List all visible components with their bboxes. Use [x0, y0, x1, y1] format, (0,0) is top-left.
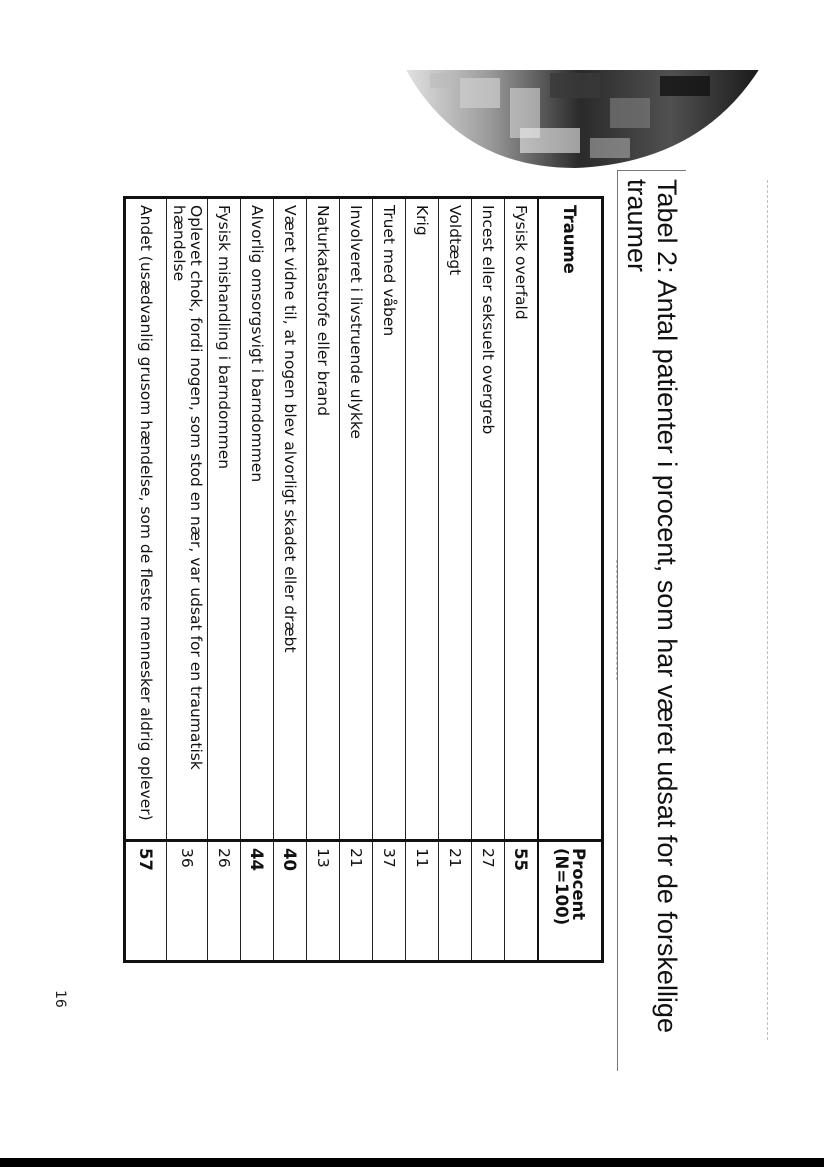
- table-header-row: [538, 198, 603, 962]
- table-title: Tabel 2: Antal patienter i procent, som har været udsat for de forskellige traumer: [622, 179, 682, 1033]
- trauma-percent: 26: [208, 841, 241, 962]
- trauma-percent: 57: [125, 841, 167, 962]
- table-row: [439, 198, 472, 962]
- trauma-label: Incest eller seksuelt overgreb: [472, 198, 505, 841]
- table-row: [340, 198, 373, 962]
- table-row: [274, 198, 307, 962]
- header-percent: Procent (N=100): [538, 841, 603, 962]
- table-row: [472, 198, 505, 962]
- trauma-label: Andet (usædvanlig grusom hændelse, som de fleste mennesker aldrig oplever): [125, 198, 167, 841]
- trauma-label: Voldtægt: [439, 198, 472, 841]
- table-row: [406, 198, 439, 962]
- trauma-percent: 11: [406, 841, 439, 962]
- title-box: [617, 170, 686, 1071]
- table-row: [505, 198, 539, 962]
- trauma-label: Krig: [406, 198, 439, 841]
- trauma-percent: 37: [373, 841, 406, 962]
- table-body: [125, 198, 539, 962]
- trauma-table: [123, 196, 604, 963]
- trauma-percent: 44: [241, 841, 274, 962]
- trauma-label: Involveret i livstruende ulykke: [340, 198, 373, 841]
- table-row: [241, 198, 274, 962]
- trauma-percent: 27: [472, 841, 505, 962]
- trauma-percent: 40: [274, 841, 307, 962]
- trauma-percent: 21: [340, 841, 373, 962]
- trauma-label: Oplevet chok, fordi nogen, som stod en nær, var udsat for en traumatisk hændelse: [167, 198, 208, 841]
- table-row: [208, 198, 241, 962]
- table-row: [373, 198, 406, 962]
- table-row: [307, 198, 340, 962]
- page-number: 16: [52, 990, 68, 1008]
- trauma-percent: 21: [439, 841, 472, 962]
- header-trauma: Traume: [538, 198, 603, 841]
- trauma-label: Alvorlig omsorgsvigt i barndommen: [241, 198, 274, 841]
- trauma-label: Fysisk mishandling i barndommen: [208, 198, 241, 841]
- scan-bottom-edge: [0, 1158, 824, 1167]
- table-row: [167, 198, 208, 962]
- trauma-label: Truet med våben: [373, 198, 406, 841]
- trauma-percent: 13: [307, 841, 340, 962]
- trauma-percent: 36: [167, 841, 208, 962]
- trauma-percent: 55: [505, 841, 539, 962]
- trauma-label: Været vidne til, at nogen blev alvorligt skadet eller dræbt: [274, 198, 307, 841]
- table-row: [125, 198, 167, 962]
- trauma-label: Naturkatastrofe eller brand: [307, 198, 340, 841]
- trauma-label: Fysisk overfald: [505, 198, 539, 841]
